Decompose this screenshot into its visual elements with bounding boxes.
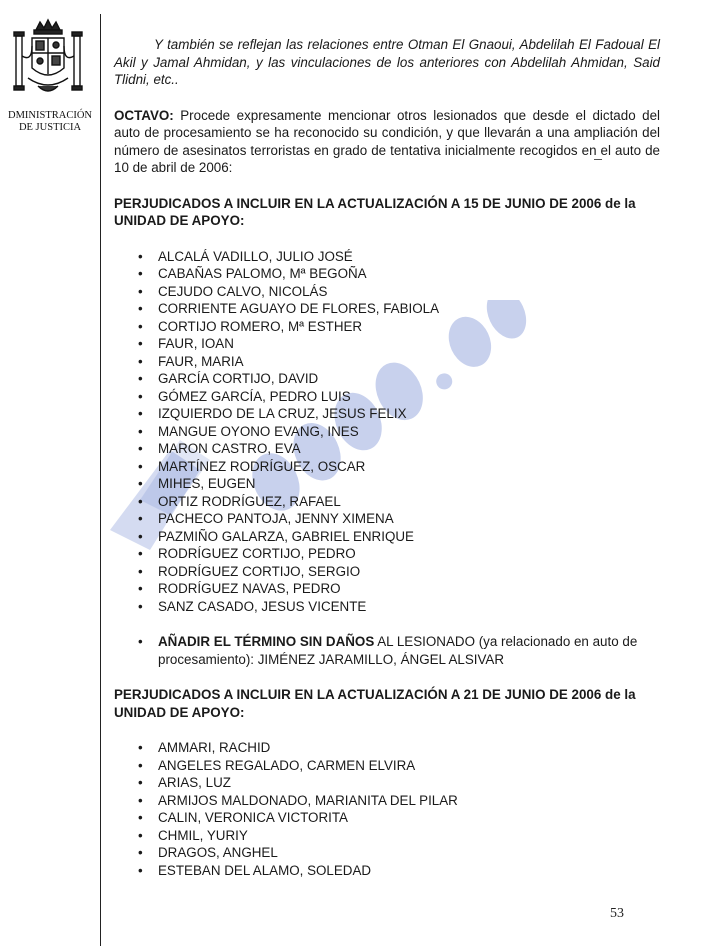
list-item: • CORTIJO ROMERO, Mª ESTHER xyxy=(134,318,660,336)
sidebar xyxy=(0,0,100,946)
list-item: • PACHECO PANTOJA, JENNY XIMENA xyxy=(134,510,660,528)
list-item: • RODRÍGUEZ CORTIJO, PEDRO xyxy=(134,545,660,563)
list-item: • CABAÑAS PALOMO, Mª BEGOÑA xyxy=(134,265,660,283)
list-item: • AMMARI, RACHID xyxy=(134,739,660,757)
list-item: • CALIN, VERONICA VICTORITA xyxy=(134,809,660,827)
list-item: • SANZ CASADO, JESUS VICENTE xyxy=(134,598,660,616)
list-item: • MARTÍNEZ RODRÍGUEZ, OSCAR xyxy=(134,458,660,476)
octavo-text: Procede expresamente mencionar otros lesionados que desde el dictado del auto de procesamiento se ha reconocido su condición, y que llevarán a una ampliación del número de asesinatos terroristas en grado de tentativa inicialmente recogidos en el auto de 10 de abril de 2006: xyxy=(114,107,660,175)
list-item: • FAUR, IOAN xyxy=(134,335,660,353)
list-item: • FAUR, MARIA xyxy=(134,353,660,371)
list-item: • RODRÍGUEZ NAVAS, PEDRO xyxy=(134,580,660,598)
add-note-part-2: SIN DAÑOS xyxy=(299,634,375,649)
list-item: • ANGELES REGALADO, CARMEN ELVIRA xyxy=(134,757,660,775)
octavo-paragraph xyxy=(114,107,660,177)
list-item: • GÓMEZ GARCÍA, PEDRO LUIS xyxy=(134,388,660,406)
section-1-list xyxy=(114,248,660,616)
page-number: 53 xyxy=(610,906,624,921)
ministry-label xyxy=(0,110,100,134)
list-item: • MARON CASTRO, EVA xyxy=(134,440,660,458)
ministry-line-1: DMINISTRACIÓN xyxy=(8,110,92,121)
list-item: • CEJUDO CALVO, NICOLÁS xyxy=(134,283,660,301)
ministry-line-2: DE JUSTICIA xyxy=(18,122,82,133)
list-item: • IZQUIERDO DE LA CRUZ, JESUS FELIX xyxy=(134,405,660,423)
margin-divider xyxy=(100,14,101,946)
add-note-part-1: AÑADIR EL TÉRMINO xyxy=(158,634,300,649)
list-item: • ARMIJOS MALDONADO, MARIANITA DEL PILAR xyxy=(134,792,660,810)
list-item: • PAZMIÑO GALARZA, GABRIEL ENRIQUE xyxy=(134,528,660,546)
intro-paragraph: Y también se reflejan las relaciones entre Otman El Gnaoui, Abdelilah El Fadoual El Akil y Jamal Ahmidan, y las vinculaciones de los anteriores con Abdelilah Ahmidan, Said Tlidni, etc.. xyxy=(114,37,660,87)
list-item: • ORTIZ RODRÍGUEZ, RAFAEL xyxy=(134,493,660,511)
list-item: • ARIAS, LUZ xyxy=(134,774,660,792)
section-2-list xyxy=(114,739,660,879)
list-item: • DRAGOS, ANGHEL xyxy=(134,844,660,862)
list-item: • GARCÍA CORTIJO, DAVID xyxy=(134,370,660,388)
list-item: • ESTEBAN DEL ALAMO, SOLEDAD xyxy=(134,862,660,880)
list-item: • CORRIENTE AGUAYO DE FLORES, FABIOLA xyxy=(134,300,660,318)
list-item: • CHMIL, YURIY xyxy=(134,827,660,845)
list-item: • MIHES, EUGEN xyxy=(134,475,660,493)
list-item: • MANGUE OYONO EVANG, INES xyxy=(134,423,660,441)
section-2-heading: PERJUDICADOS A INCLUIR EN LA ACTUALIZACIÓN A 21 DE JUNIO DE 2006 de la UNIDAD DE APOYO: xyxy=(114,687,636,720)
list-item: • RODRÍGUEZ CORTIJO, SERGIO xyxy=(134,563,660,581)
document-body xyxy=(114,36,660,879)
list-item: • ALCALÁ VADILLO, JULIO JOSÉ xyxy=(134,248,660,266)
coat-of-arms-icon xyxy=(8,16,88,106)
add-note-part-3: AL LESIONADO (ya relacionado en auto de procesamiento): JIMÉNEZ JARAMILLO, ÁNGEL ALSIVAR xyxy=(158,634,638,667)
section-1-heading: PERJUDICADOS A INCLUIR EN LA ACTUALIZACIÓN A 15 DE JUNIO DE 2006 de la UNIDAD DE APOYO: xyxy=(114,195,636,228)
add-term-note xyxy=(134,633,660,668)
octavo-label: OCTAVO: xyxy=(114,107,174,123)
